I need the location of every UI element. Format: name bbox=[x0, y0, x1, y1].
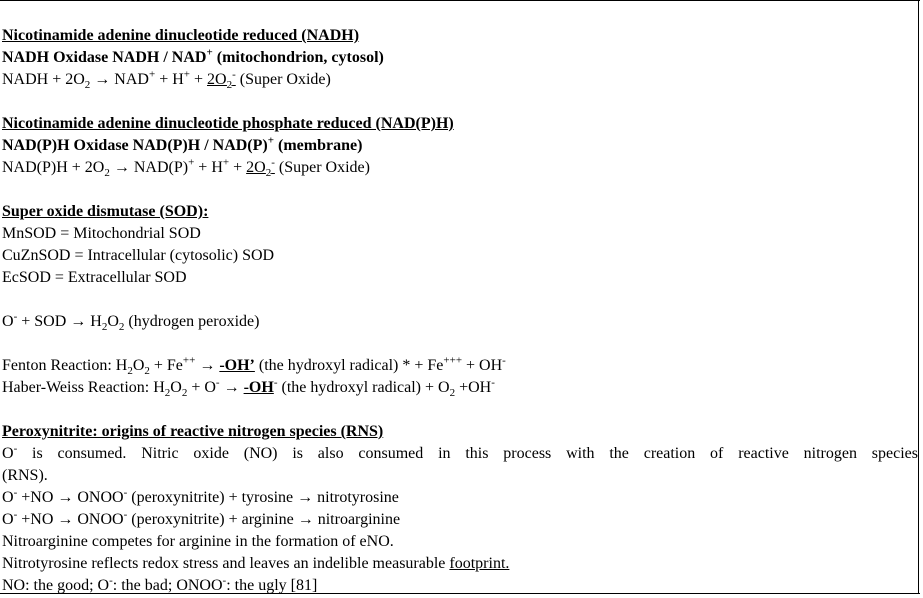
nitrotyrosine-equation: O- +NO → ONOO- (peroxynitrite) + tyrosine → nitrotyrosine bbox=[2, 486, 399, 506]
nadph-heading: Nicotinamide adenine dinucleotide phosphate reduced (NAD(P)H) bbox=[2, 115, 454, 132]
hydroxyl-radical-fenton: -OH’ bbox=[219, 357, 255, 374]
nitroarginine-equation: O- +NO → ONOO- (peroxynitrite) + arginine → nitroarginine bbox=[2, 508, 401, 528]
hydroxyl-radical-haber: -OH bbox=[243, 379, 274, 396]
nitroarginine-note: Nitroarginine competes for arginine in the formation of eNO. bbox=[2, 533, 394, 550]
peroxynitrite-paragraph-line2: (RNS). bbox=[2, 467, 48, 484]
sod-item-cuznsod: CuZnSOD = Intracellular (cytosolic) SOD bbox=[2, 247, 275, 264]
nadh-oxidase-line: NADH Oxidase NADH / NAD+ (mitochondrion, cytosol) bbox=[2, 46, 384, 66]
good-bad-ugly-line: NO: the good; O-: the bad; ONOO-: the ugly [81] bbox=[2, 574, 318, 594]
peroxynitrite-paragraph-line1: O- is consumed. Nitric oxide (NO) is also consumed in this process with the creation of reactive nitrogen species bbox=[2, 442, 918, 462]
sod-item-mnsod: MnSOD = Mitochondrial SOD bbox=[2, 225, 201, 242]
nadph-oxidase-line: NAD(P)H Oxidase NAD(P)H / NAD(P)+ (membrane) bbox=[2, 134, 363, 154]
nadh-heading: Nicotinamide adenine dinucleotide reduced (NADH) bbox=[2, 27, 360, 44]
haber-weiss-reaction: Haber-Weiss Reaction: $H_2O_2 + O^- \to -OH^-$ (the hydroxyl radical) + $O_2 +OH^-$ bbox=[2, 376, 495, 400]
sod-reaction: O- + SOD → $H_2O_2$ (hydrogen peroxide) bbox=[2, 310, 260, 334]
sod-heading: Super oxide dismutase (SOD): bbox=[2, 203, 209, 220]
nitrotyrosine-note: Nitrotyrosine reflects redox stress and leaves an indelible measurable footprint. bbox=[2, 555, 510, 572]
right-border bbox=[918, 0, 919, 594]
nadh-equation: NADH + $2O_2 \to NAD^+ + H^+ + 2O_2^-$ (Super Oxide) bbox=[2, 68, 331, 92]
top-border bbox=[0, 0, 920, 1]
nadph-equation: $NAD(P)H + 2O_2 \to NAD(P)^+ + H^+ + 2O_2^-$ (Super Oxide) bbox=[2, 156, 370, 180]
document-body bbox=[2, 25, 918, 597]
footprint-link: footprint. bbox=[449, 555, 510, 572]
sod-item-ecsod: EcSOD = Extracellular SOD bbox=[2, 269, 187, 286]
peroxynitrite-heading: Peroxynitrite: origins of reactive nitrogen species (RNS) bbox=[2, 423, 384, 440]
fenton-reaction: Fenton Reaction: $H_2O_2 + Fe^{++} \to -OH$’ (the hydroxyl radical) * + Fe+++ + OH- bbox=[2, 354, 506, 378]
